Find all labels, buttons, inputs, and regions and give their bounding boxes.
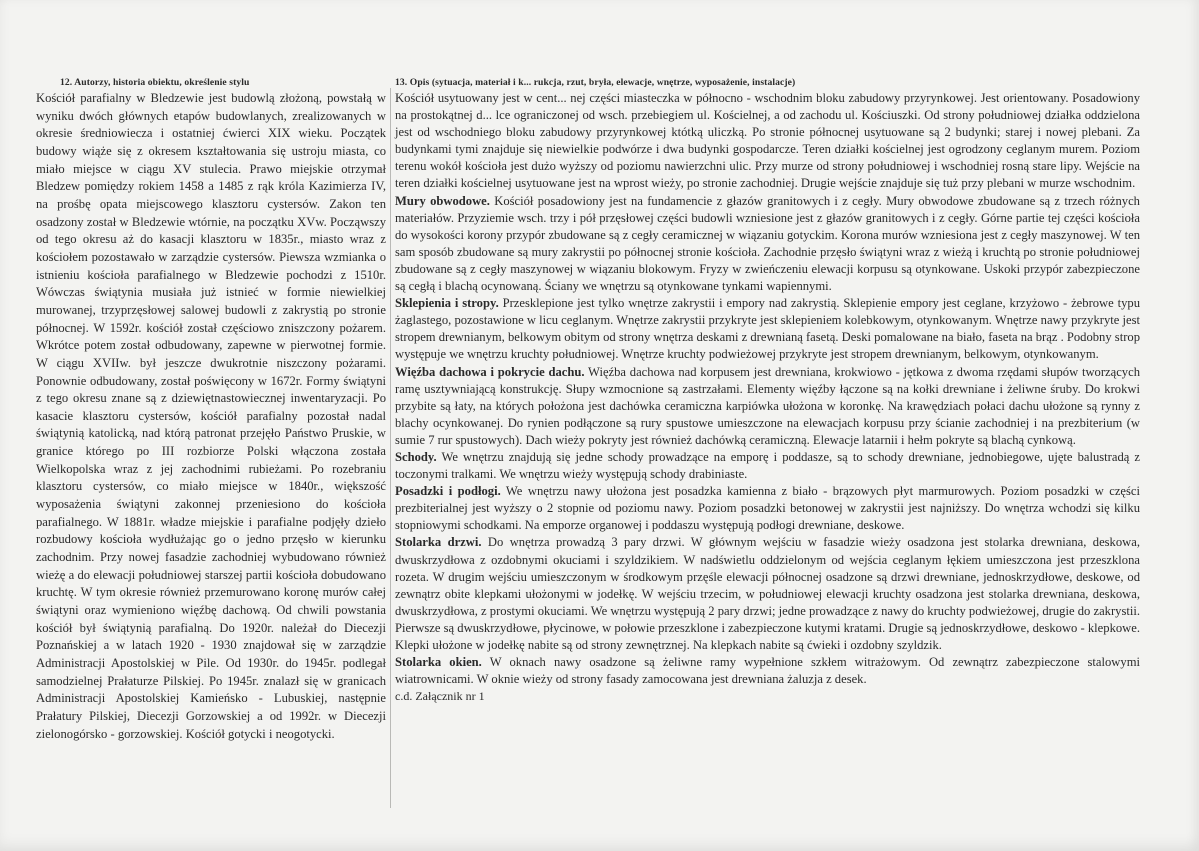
paragraph-roof (395, 364, 1140, 449)
description-section (395, 76, 1140, 704)
paragraph-walls (395, 193, 1140, 296)
paragraph-text: Do wnętrza prowadzą 3 pary drzwi. W głównym wejściu w fasadzie wieży osadzona jest stolarka drewniana, deskowa, dwuskrzydłowa z ozdobnymi okuciami i szyldzikiem. W nadświetlu oddzielonym od wejścia ceglanym łękiem umieszczona jest przeszklona rozeta. W drugim wejściu umieszczonym w środkowym przęśle elewacji północnej osadzone są drzwi drewniane, jednoskrzydłowe, deskowe, od zewnątrz obite klepkami ułożonymi w jodełkę. W wejściu trzecim, w południowej elewacji kruchty osadzona jest stolarka drewniana, deskowa, dwuskrzydłowa, z prostymi okuciami. We wnętrzu występują 2 pary drzwi; jedne prowadzące z nawy do kruchty podwieżowej, drugie do zakrystii. Pierwsze są dwuskrzydłowe, płycinowe, w połowie przeszklone i zabezpieczone kutymi kratami. Drugie są jednoskrzydłowe, deskowo - klepkowe. Klepki ułożone w jodełkę nabite są od strony zewnętrznej. Na klepkach nabite są ćwieki i ozdobny szyldzik. (395, 535, 1140, 652)
paragraph-text: Przesklepione jest tylko wnętrze zakrystii i empory nad zakrystią. Sklepienie empory jest ceglane, krzyżowo - żebrowe typu żaglastego, pozostawione w licu ceglanym. Wnętrze zakrystii przykryte jest sklepieniem kolebkowym, otynkowanym. Wnętrze nawy przykryte jest stropem drewnianym, belkowym obitym od strony wnętrza deskami z drewnianą fasetą. Deski pomalowane na biało, faseta na brąz . Podobny strop występuje we wnętrzu kruchty południowej. Wnętrze kruchty podwieżowej przykryte jest stropem drewnianym, belkowym, otynkowanym. (395, 296, 1140, 362)
paragraph-vaults (395, 295, 1140, 363)
section-heading-history: 12. Autorzy, historia obiektu, określenie stylu (60, 77, 250, 88)
paragraph-text: W oknach nawy osadzone są żeliwne ramy wypełnione szkłem witrażowym. Od zewnątrz zabezpieczone stalowymi wiatrownicami. W oknie wieży od strony fasady zamocowana jest drewniana żaluzja z desek. (395, 655, 1140, 687)
paragraph-lead: Więźba dachowa i pokrycie dachu. (395, 364, 585, 379)
paragraph-situation (395, 90, 1140, 193)
paragraph-lead: Sklepienia i stropy. (395, 296, 499, 311)
paragraph-stairs (395, 449, 1140, 483)
paragraph-floors (395, 483, 1140, 534)
paragraph-lead: Mury obwodowe. (395, 193, 490, 208)
paragraph-lead: Schody. (395, 449, 437, 464)
paragraph-text: We wnętrzu nawy ułożona jest posadzka kamienna z biało - brązowych płyt marmurowych. Poziom posadzki w części prezbiterialnej jest wyższy o 2 stopnie od poziomu nawy. Poziom posadzki betonowej w zakrystii jest najniższy. Do wnętrza wchodzi się kilku stopniowymi schodkami. Na emporze organowej i poddaszu występują podłogi drewniane, deskowe. (395, 484, 1140, 533)
paragraph-doors (395, 534, 1140, 654)
paragraph-text: Kościół usytuowany jest w cent... nej części miasteczka w północno - wschodnim bloku zabudowy przyrynkowej. Jest orientowany. Posadowiony na prostokątnej d... lce ograniczonej od wsch. przebiegiem ul. Kościelnej, a od zachodu ul. Kościuszki. Od strony południowej działka oddzielona jest od wschodniego bloku zabudowy przyrynkowej któtką uliczką. Po stronie północnej usytuowane są 2 budynki; starej i nowej plebani. Za budynkami tymi znajduje się niewielkie podwórze i dwa budynki gospodarcze. Teren działki kościelnej jest ogrodzony ceglanym murem. Poziom terenu wokół kościoła jest dużo wyższy od poziomu nawierzchni ulic. Przy murze od strony południowej i wschodniej rosną stare lipy. Wejście na teren działki kościelnej usytuowane jest na wprost wieży, po stronie zachodniej. Drugie wejście znajduje się tuż przy plebani w murze wschodnim. (395, 91, 1140, 191)
paragraph-lead: Stolarka drzwi. (395, 535, 482, 550)
continuation-note: c.d. Załącznik nr 1 (395, 689, 485, 704)
paragraph-lead: Posadzki i podłogi. (395, 484, 501, 499)
paragraph-text: Kościół posadowiony jest na fundamencie z głazów granitowych i z cegły. Mury obwodowe zbudowane są z trzech różnych materiałów. Przyziemie wsch. trzy i pół przęsłowej części budowli wzniesione jest z głazów granitowych i z cegły. Górne partie tej części kościoła do wysokości korony przypór zbudowane są z cegły ceramicznej w wiązaniu gotyckim. Korona murów wzniesiona jest z cegły maszynowej. W ten sam sposób zbudowane są mury zakrystii po północnej stronie kościoła. Zachodnie przęsło świątyni wraz z wieżą i kruchtą po stronie południowej zbudowane są z cegły maszynowej w wiązaniu blokowym. Fryzy w zwieńczeniu elewacji korpusu są otynkowane. Uskoki przypór zabezpieczone są cegłą i blachą ocynowaną. Ściany we wnętrzu są otynkowane tynkami wapiennymi. (395, 193, 1140, 294)
section-heading-description: 13. Opis (sytuacja, materiał i k... rukcja, rzut, bryła, elewacje, wnętrze, wyposażenie, instalacje) (395, 77, 796, 88)
history-section (36, 76, 386, 743)
paragraph-text: Więźba dachowa nad korpusem jest drewniana, krokwiowo - jętkowa z dwoma rzędami słupów tworzących ramę usztywniającą konstrukcję. Słupy wzmocnione są zastrzałami. Elementy więźby łączone są na kołki drewniane i żeliwne śruby. Do krokwi przybite są łaty, na których położona jest dachówka ceramiczna karpiówka ułożona w koronkę. Na krawędziach połaci dachu ułożone są rynny z blachy ocynkowanej. Do rynien podłączone są rury spustowe umieszczone na elewacjach korpusu przy ścianie zachodniej i na prezbiterium (w sumie 7 rur spustowych). Dach wieży pokryty jest również dachówką ceramiczną. Elewacje latarnii i hełm pokryte są blachą cynkową. (395, 364, 1140, 447)
paragraph-text: We wnętrzu znajdują się jedne schody prowadzące na emporę i poddasze, są to schody drewniane, jednobiegowe, ujęte balustradą z toczonymi tralkami. We wnętrzu wieży występują schody drabiniaste. (395, 449, 1140, 482)
paragraph-windows (395, 654, 1140, 688)
history-text: Kościół parafialny w Bledzewie jest budowlą złożoną, powstałą w wyniku dwóch głównych etapów budowlanych, zrealizowanych w okresie średniowiecza i ostatniej ćwierci XIX wieku. Początek budowy wiąże się z okresem kształtowania się ustroju miasta, co miało miejsce w ciągu XV stulecia. Prawo miejskie otrzymał Bledzew pomiędzy rokiem 1458 a 1485 z rąk króla Kazimierza IV, na prośbę opata miejscowego klasztoru cystersów. Zakon ten osadzony został w Bledzewie wtórnie, na początku XVw. Począwszy od tego okresu aż do kasacji klasztoru w 1835r., miasto wraz z kościołem pozostawało w zarządzie cystersów. Piewsza wzmianka o istnieniu kościoła parafialnego w Bledzewie pochodzi z 1510r. Wówczas świątynia musiała już istnieć w formie niewielkiej murowanej, trzyprzęsłowej salowej budowli z zakrystią po stronie północnej. W 1592r. kościół został częściowo zniszczony pożarem. Wkrótce potem został odbudowany, zapewne w pierwotnej formie. W ciągu XVIIw. był jeszcze dwukrotnie niszczony pożarami. Ponownie odbudowany, został poświęcony w 1672r. Formy świątyni z tego okresu znane są z dziewiętnastowiecznej inwentaryzacji. Po kasacie klasztoru cystersów, kościół parafialny pozostał nadal świątynią katolicką, nad którą patronat przejęło Państwo Pruskie, w granice którego po III rozbiorze Polski włączona została Wielkopolska wraz z jej zachodnimi rubieżami. Po rozebraniu klasztoru cystersów, co miało miejsce w 1840r., większość wyposażenia świątyni zakonnej przeniesiono do kościoła parafialnego. W 1881r. władze miejskie i parafialne podjęły dzieło rozbudowy kościoła wydłużając go o jedno przęsło w kierunku zachodnim. Przy nowej fasadzie zachodniej wybudowano również wieżę a do elewacji południowej starszej partii kościoła dobudowano kruchtę. W tym okresie również przemurowano koronę murów całej świątyni oraz wymieniono więźbę dachową. Od chwili powstania kościół był świątynią parafialną. Do 1920r. należał do Diecezji Poznańskiej a w latach 1920 - 1930 znajdował się w zarządzie Administracji Apostolskiej w Pile. Od 1930r. do 1945r. podlegał samodzielnej Prałaturze Pilskiej. Po 1945r. znalazł się w granicach Administracji Apostolskiej Kamieńsko - Lubuskiej, następnie Prałatury Pilskiej, Diecezji Gorzowskiej a od 1992r. w Diecezji zielonogórsko - gorzowskiej. Kościół gotycki i neogotycki. (36, 91, 386, 741)
paragraph-lead: Stolarka okien. (395, 655, 482, 670)
column-divider (390, 88, 391, 808)
